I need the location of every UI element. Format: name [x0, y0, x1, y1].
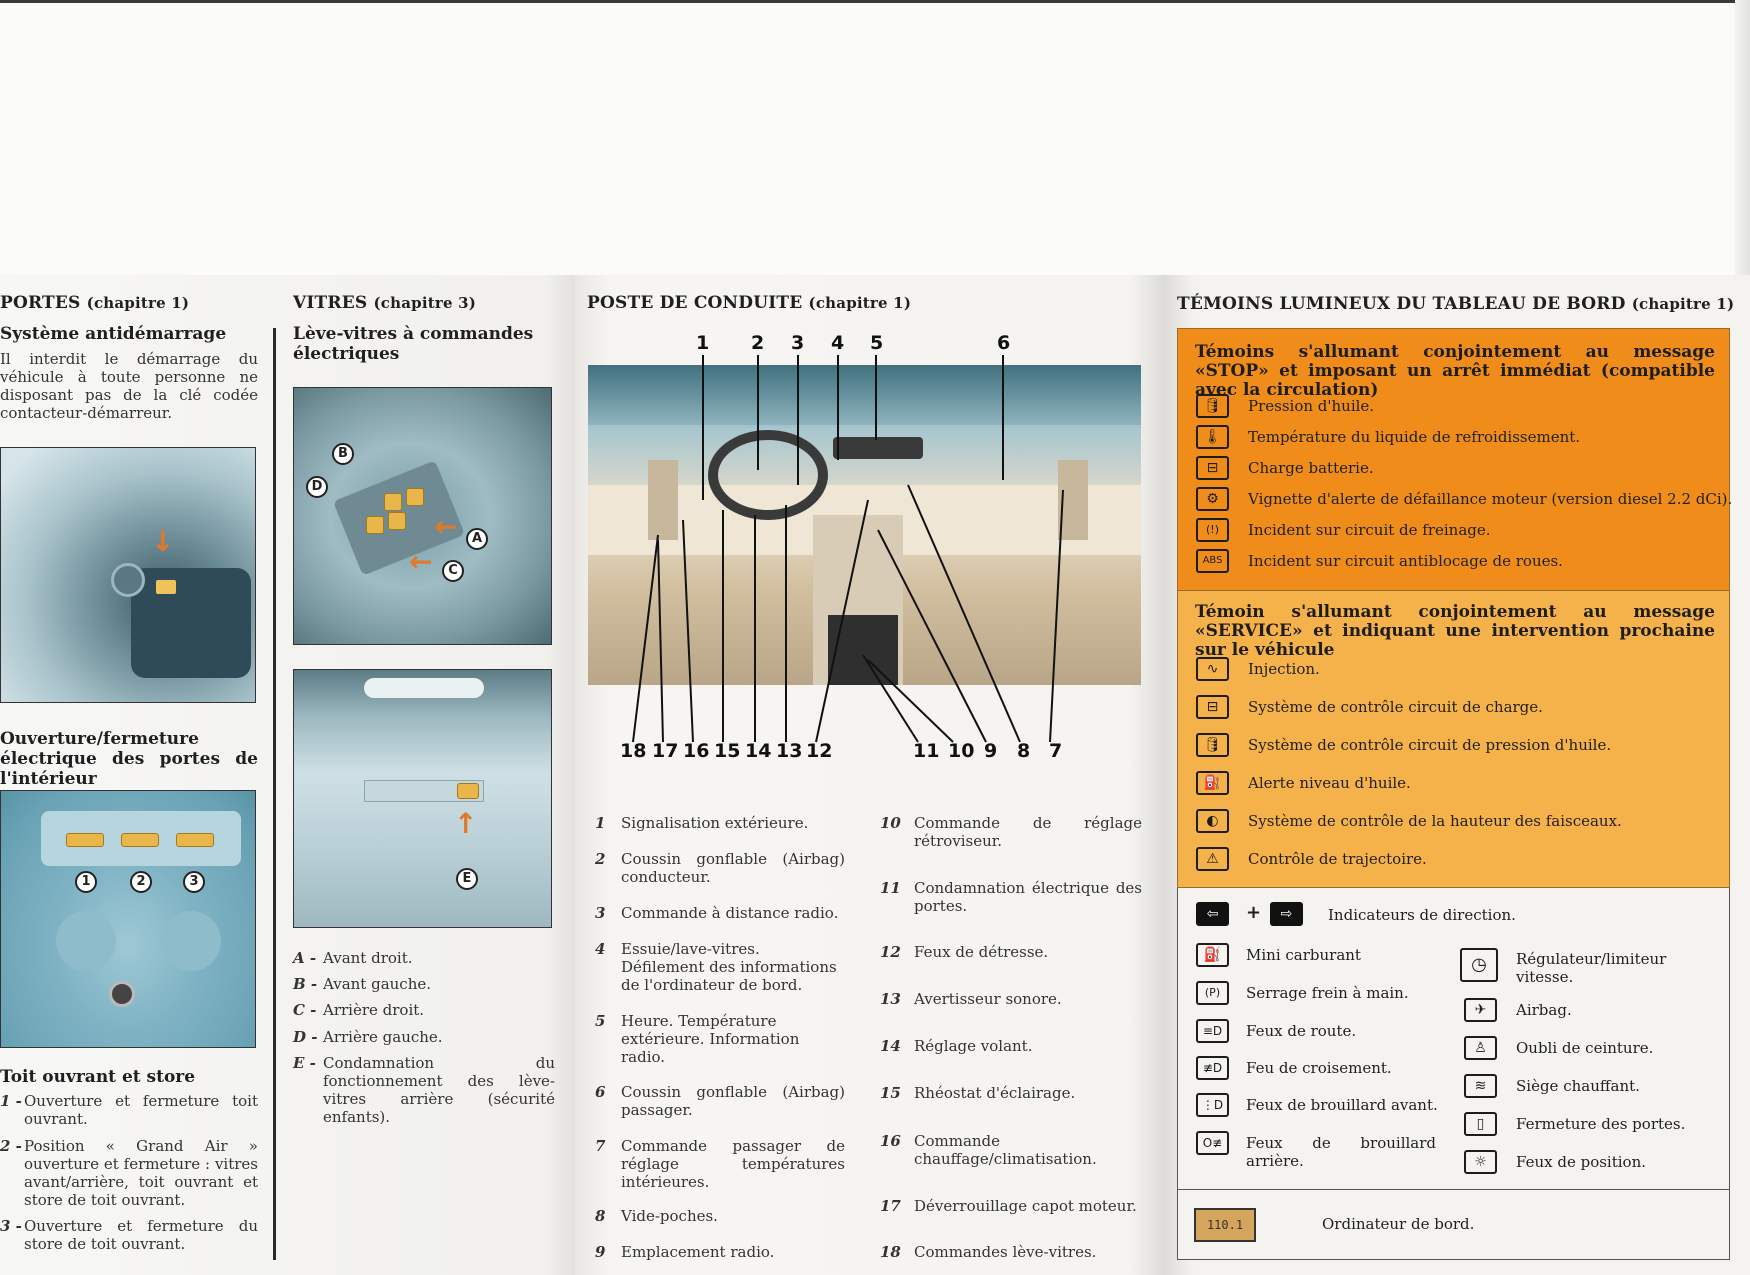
window-switches-photo — [293, 387, 552, 645]
vitres-item-text: Condamnation du fonctionnement des lève-vitres arrière (sécurité enfants). — [323, 1054, 555, 1126]
vitres-item-key: D - — [293, 1028, 318, 1046]
poste-item-text: Rhéostat d'éclairage. — [914, 1084, 1076, 1102]
poste-item-13 — [880, 990, 1142, 1008]
stop-item-label: Vignette d'alerte de défaillance moteur (version diesel 2.2 dCi). — [1248, 490, 1733, 508]
plus-sign: + — [1246, 902, 1262, 923]
poste-item-num: 1 — [595, 814, 606, 832]
poste-item-11 — [880, 879, 1142, 915]
indicator-label: Feux de position. — [1516, 1153, 1647, 1171]
poste-item-num: 6 — [595, 1083, 606, 1101]
section-title-vitres — [293, 293, 476, 313]
vitres-item-c — [293, 1001, 555, 1019]
antidemarrage-text: Il interdit le démarrage du véhicule à toute personne ne disposant pas de la clé codée contacteur-démarreur. — [0, 350, 258, 422]
toit-item-1 — [0, 1092, 258, 1128]
poste-item-text: Commandes lève-vitres. — [914, 1243, 1097, 1261]
indicator-label: Feu de croisement. — [1246, 1059, 1392, 1077]
service-title: Témoin s'allumant conjointement au message «SERVICE» et indiquant une intervention prochaine sur le véhicule — [1195, 602, 1715, 660]
toit-item-text: Ouverture et fermeture du store de toit ouvrant. — [24, 1217, 258, 1253]
vitres-item-b — [293, 975, 555, 993]
callout-3: 3 — [791, 332, 805, 354]
service-item-label: Alerte niveau d'huile. — [1248, 774, 1411, 792]
roof-button-3 — [176, 833, 214, 847]
vitres-item-text: Avant gauche. — [323, 975, 432, 993]
poste-item-num: 14 — [880, 1037, 901, 1055]
poste-item-4 — [595, 940, 845, 994]
parking-brake-icon: (P) — [1196, 981, 1229, 1005]
toit-item-text: Ouverture et fermeture toit ouvrant. — [24, 1092, 258, 1128]
poste-chapter: (chapitre 1) — [808, 294, 912, 312]
indicator-label: Feux de brouillard arrière. — [1246, 1134, 1436, 1170]
marker-3: 3 — [183, 871, 205, 893]
stop-title: Témoins s'allumant conjointement au message «STOP» et imposant un arrêt immédiat (compatible avec la circulation) — [1195, 342, 1715, 400]
portes-title: PORTES — [0, 293, 81, 313]
stop-item-label: Incident sur circuit de freinage. — [1248, 521, 1491, 539]
cruise-control-icon: ◷ — [1460, 948, 1498, 982]
vitres-item-text: Arrière droit. — [323, 1001, 425, 1019]
switch-d — [366, 516, 384, 534]
arrow-right-icon: ⇨ — [1270, 902, 1303, 926]
poste-item-num: 3 — [595, 904, 606, 922]
indicator-label: Siège chauffant. — [1516, 1077, 1640, 1095]
callout-11: 11 — [913, 740, 940, 762]
scan-right-edge — [1735, 0, 1750, 275]
stop-warnings-box — [1177, 328, 1733, 591]
rear-fog-icon: O≢ — [1196, 1131, 1229, 1155]
poste-item-9 — [595, 1243, 845, 1261]
poste-item-text: Coussin gonflable (Airbag) conducteur. — [621, 850, 845, 886]
service-warnings-box — [1177, 591, 1730, 888]
indicator-label: Serrage frein à main. — [1246, 984, 1409, 1002]
indicator-label: Airbag. — [1516, 1001, 1572, 1019]
roof-button-1 — [66, 833, 104, 847]
fuel-icon: ⛽ — [1196, 943, 1229, 967]
oil-pressure-circuit-icon: 🛢 — [1196, 733, 1229, 757]
vitres-item-key: C - — [293, 1001, 317, 1019]
poste-item-6 — [595, 1083, 845, 1119]
toit-item-num: 2 - — [0, 1137, 22, 1155]
poste-item-text: Condamnation électrique des portes. — [914, 879, 1142, 915]
vitres-item-e — [293, 1054, 555, 1126]
callout-8: 8 — [1017, 740, 1031, 762]
heated-seat-icon: ≋ — [1464, 1074, 1497, 1098]
poste-item-10 — [880, 814, 1142, 850]
marker-2: 2 — [130, 871, 152, 893]
poste-item-text: Vide-poches. — [621, 1207, 718, 1225]
position-lights-icon: ☼ — [1464, 1150, 1497, 1174]
service-item-label: Système de contrôle circuit de charge. — [1248, 698, 1543, 716]
callout-12: 12 — [806, 740, 833, 762]
vitres-subtitle: Lève-vitres à commandes électriques — [293, 324, 534, 364]
callout-15: 15 — [714, 740, 741, 762]
poste-item-1 — [595, 814, 845, 832]
battery-icon: ⊟ — [1196, 456, 1229, 480]
toit-item-2 — [0, 1137, 258, 1209]
vitres-item-key: B - — [293, 975, 318, 993]
service-item-label: Système de contrôle circuit de pression d'huile. — [1248, 736, 1612, 754]
poste-item-num: 8 — [595, 1207, 606, 1225]
marker-e: E — [456, 868, 478, 890]
temoins-title: TÉMOINS LUMINEUX DU TABLEAU DE BORD — [1177, 294, 1626, 314]
poste-item-num: 4 — [595, 940, 606, 958]
arrow-left-icon: ← — [434, 510, 458, 543]
vitres-title: VITRES — [293, 293, 368, 313]
child-lock-switch — [457, 783, 479, 799]
marker-a: A — [466, 528, 488, 550]
poste-item-num: 15 — [880, 1084, 901, 1102]
antidemarrage-photo — [0, 447, 256, 703]
toit-item-num: 1 - — [0, 1092, 22, 1110]
poste-item-text: Déverrouillage capot moteur. — [914, 1197, 1137, 1215]
poste-item-num: 12 — [880, 943, 901, 961]
seatbelt-icon: ♙ — [1464, 1036, 1497, 1060]
poste-item-text: Commande de réglage rétroviseur. — [914, 814, 1142, 850]
arrow-down-icon: ↓ — [151, 525, 175, 558]
front-fog-icon: ⋮D — [1196, 1093, 1229, 1117]
callout-10: 10 — [948, 740, 975, 762]
toit-item-3 — [0, 1217, 258, 1253]
vitres-item-key: E - — [293, 1054, 316, 1072]
section-title-temoins — [1177, 294, 1734, 314]
poste-item-num: 16 — [880, 1132, 901, 1150]
arrow-left-icon: ← — [409, 545, 433, 578]
switch-a — [406, 488, 424, 506]
callout-18: 18 — [620, 740, 647, 762]
vitres-item-text: Arrière gauche. — [323, 1028, 443, 1046]
child-lock-photo — [293, 669, 552, 928]
poste-item-num: 10 — [880, 814, 901, 832]
poste-item-num: 11 — [880, 879, 901, 897]
callout-2: 2 — [751, 332, 765, 354]
antidemarrage-title: Système antidémarrage — [0, 324, 227, 344]
section-title-poste — [587, 293, 911, 313]
poste-item-text: Commande chauffage/climatisation. — [914, 1132, 1097, 1168]
poste-item-text: Réglage volant. — [914, 1037, 1033, 1055]
poste-item-num: 9 — [595, 1243, 606, 1261]
indicator-label: Fermeture des portes. — [1516, 1115, 1686, 1133]
indicator-label: Mini carburant — [1246, 946, 1361, 964]
poste-item-num: 13 — [880, 990, 901, 1008]
other-indicators-box — [1177, 888, 1730, 1190]
poste-item-8 — [595, 1207, 845, 1225]
stop-item-label: Pression d'huile. — [1248, 397, 1375, 415]
roof-controls-photo — [0, 790, 256, 1048]
portes-chapter: (chapitre 1) — [86, 294, 190, 312]
callout-13: 13 — [776, 740, 803, 762]
poste-item-text: Commande à distance radio. — [621, 904, 839, 922]
poste-item-7 — [595, 1137, 845, 1191]
poste-item-text: Feux de détresse. — [914, 943, 1049, 961]
poste-item-18 — [880, 1243, 1142, 1261]
poste-item-16 — [880, 1132, 1142, 1168]
stop-item-label: Charge batterie. — [1248, 459, 1374, 477]
callout-14: 14 — [745, 740, 772, 762]
poste-title: POSTE DE CONDUITE — [587, 293, 803, 313]
poste-item-num: 2 — [595, 850, 606, 868]
door-lock-icon: ▯ — [1464, 1112, 1497, 1136]
poste-item-text: Heure. Température extérieure. Information radio. — [621, 1012, 800, 1066]
dipped-beam-icon: ≢D — [1196, 1056, 1229, 1080]
vitres-item-a — [293, 949, 555, 967]
indicator-label: Régulateur/limiteur vitesse. — [1516, 950, 1667, 986]
poste-item-text: Essuie/lave-vitres. Défilement des informations de l'ordinateur de bord. — [621, 940, 837, 994]
switch-c — [388, 512, 406, 530]
toit-title: Toit ouvrant et store — [0, 1067, 196, 1087]
callout-7: 7 — [1049, 740, 1063, 762]
poste-item-14 — [880, 1037, 1142, 1055]
callout-9: 9 — [984, 740, 998, 762]
indicator-label: Oubli de ceinture. — [1516, 1039, 1654, 1057]
poste-item-5 — [595, 1012, 845, 1066]
callout-1: 1 — [696, 332, 710, 354]
coolant-temperature-icon: 🌡 — [1196, 425, 1229, 449]
marker-b: B — [332, 443, 354, 465]
charge-circuit-icon: ⊟ — [1196, 695, 1229, 719]
poste-item-text: Coussin gonflable (Airbag) passager. — [621, 1083, 845, 1119]
stop-item-label: Incident sur circuit antiblocage de roues. — [1248, 552, 1563, 570]
indicator-label: Feux de route. — [1246, 1022, 1357, 1040]
brake-circuit-icon: (!) — [1196, 518, 1229, 542]
poste-item-text: Emplacement radio. — [621, 1243, 775, 1261]
vitres-item-key: A - — [293, 949, 317, 967]
headlamp-height-icon: ◐ — [1196, 809, 1229, 833]
temoins-chapter: (chapitre 1) — [1631, 295, 1735, 313]
injection-icon: ∿ — [1196, 657, 1229, 681]
poste-item-2 — [595, 850, 845, 886]
direction-indicators-label: Indicateurs de direction. — [1328, 906, 1516, 924]
callout-6: 6 — [997, 332, 1011, 354]
toit-item-num: 3 - — [0, 1217, 22, 1235]
poste-item-num: 17 — [880, 1197, 901, 1215]
vitres-chapter: (chapitre 3) — [373, 294, 477, 312]
oil-pressure-icon: 🛢 — [1196, 394, 1229, 418]
trajectory-control-icon: ⚠ — [1196, 847, 1229, 871]
poste-item-15 — [880, 1084, 1142, 1102]
poste-item-text: Commande passager de réglage températures intérieures. — [621, 1137, 845, 1191]
airbag-icon: ✈ — [1464, 998, 1497, 1022]
engine-fault-icon: ⚙ — [1196, 487, 1229, 511]
poste-item-12 — [880, 943, 1142, 961]
arrow-up-icon: ↑ — [454, 807, 478, 840]
switch-b — [384, 493, 402, 511]
service-item-label: Injection. — [1248, 660, 1320, 678]
dashboard-leader-lines — [588, 340, 1141, 760]
callout-4: 4 — [831, 332, 845, 354]
toit-item-text: Position « Grand Air » ouverture et fermeture : vitres avant/arrière, toit ouvrant et store de toit ouvrant. — [24, 1137, 258, 1209]
poste-item-num: 5 — [595, 1012, 606, 1030]
poste-item-3 — [595, 904, 845, 922]
indicator-label: Feux de brouillard avant. — [1246, 1096, 1438, 1114]
arrow-left-icon: ⇦ — [1196, 902, 1229, 926]
ouverture-title: Ouverture/fermeture électrique des portes de l'intérieur — [0, 729, 258, 789]
poste-item-num: 18 — [880, 1243, 901, 1261]
marker-c: C — [442, 560, 464, 582]
poste-item-num: 7 — [595, 1137, 606, 1155]
stop-item-label: Température du liquide de refroidissement. — [1248, 428, 1581, 446]
marker-d: D — [306, 476, 328, 498]
oil-level-icon: ⛽ — [1196, 771, 1229, 795]
callout-5: 5 — [870, 332, 884, 354]
scan-edge — [0, 0, 1750, 3]
section-title-portes — [0, 293, 189, 313]
abs-icon: ABS — [1196, 549, 1229, 573]
roof-button-2 — [121, 833, 159, 847]
service-item-label: Système de contrôle de la hauteur des faisceaux. — [1248, 812, 1622, 830]
vitres-item-text: Avant droit. — [323, 949, 413, 967]
blank-scan-margin — [0, 0, 1750, 275]
service-item-label: Contrôle de trajectoire. — [1248, 850, 1427, 868]
callout-16: 16 — [683, 740, 710, 762]
poste-item-17 — [880, 1197, 1142, 1215]
poste-item-text: Avertisseur sonore. — [914, 990, 1062, 1008]
trip-computer-label: Ordinateur de bord. — [1322, 1215, 1475, 1233]
trip-computer-icon: 110.1 — [1194, 1208, 1256, 1242]
poste-item-text: Signalisation extérieure. — [621, 814, 809, 832]
marker-1: 1 — [75, 871, 97, 893]
main-beam-icon: ≡D — [1196, 1019, 1229, 1043]
vitres-item-d — [293, 1028, 555, 1046]
column-divider — [273, 328, 276, 1260]
callout-17: 17 — [652, 740, 679, 762]
